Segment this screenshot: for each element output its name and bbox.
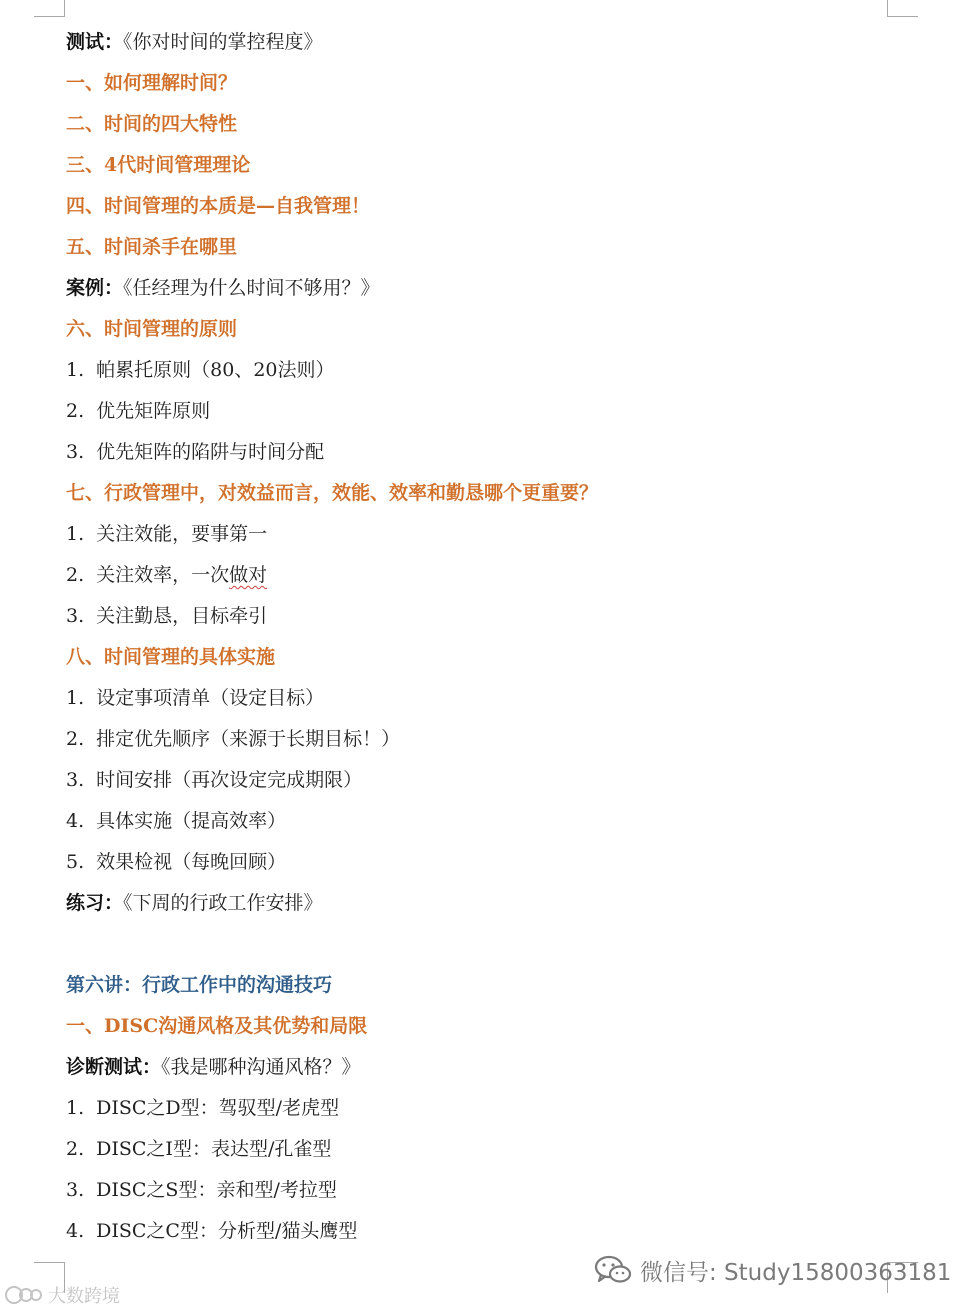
line-label: 案例： <box>66 277 124 299</box>
list-item <box>66 678 896 719</box>
list-item <box>66 596 896 637</box>
list-item-text: 优先矩阵的陷阱与时间分配 <box>96 441 325 463</box>
list-item-number: 4. <box>66 1220 85 1242</box>
labeled-line <box>66 883 896 924</box>
wechat-icon <box>594 1254 632 1286</box>
page-corner-mark-top-left <box>34 0 65 17</box>
line-label: 练习： <box>66 892 124 914</box>
labeled-line <box>66 1047 896 1088</box>
footer-watermark <box>4 1282 120 1308</box>
heading-line: 八、时间管理的具体实施 <box>66 646 276 668</box>
list-item-number: 3. <box>66 769 85 791</box>
heading-line: 三、4代时间管理理论 <box>66 154 251 176</box>
wechat-watermark <box>594 1252 951 1288</box>
list-item <box>66 801 896 842</box>
line-text: 《你对时间的掌控程度》 <box>123 31 323 53</box>
section-title: 第六讲：行政工作中的沟通技巧 <box>66 974 333 996</box>
list-item-number: 5. <box>66 851 85 873</box>
list-item-text: 帕累托原则（80、20法则） <box>96 359 335 381</box>
document-body <box>66 22 896 1252</box>
list-item-text: DISC之S型：亲和型/考拉型 <box>96 1179 337 1201</box>
list-item <box>66 555 896 596</box>
list-item-number: 3. <box>66 605 85 627</box>
heading-line: 六、时间管理的原则 <box>66 318 238 340</box>
list-item <box>66 1088 896 1129</box>
labeled-line <box>66 268 896 309</box>
list-item-text: DISC之I型：表达型/孔雀型 <box>96 1138 332 1160</box>
spellcheck-underlined-text: 做对 <box>229 564 268 586</box>
list-item <box>66 432 896 473</box>
list-item-number: 2. <box>66 728 85 750</box>
line-text: 《我是哪种沟通风格？》 <box>161 1056 361 1078</box>
list-item-text: DISC之C型：分析型/猫头鹰型 <box>96 1220 358 1242</box>
line-label: 诊断测试： <box>66 1056 162 1078</box>
watermark-logo-text: 大数跨境 <box>48 1286 120 1307</box>
heading-line: 二、时间的四大特性 <box>66 113 238 135</box>
list-item-text: 具体实施（提高效率） <box>96 810 287 832</box>
labeled-line <box>66 22 896 63</box>
brand-logo-icon <box>4 1284 44 1306</box>
heading-line: 一、DISC沟通风格及其优势和局限 <box>66 1015 368 1037</box>
list-item <box>66 842 896 883</box>
line-text: 《任经理为什么时间不够用？》 <box>123 277 380 299</box>
heading-line: 七、行政管理中，对效益而言，效能、效率和勤恳哪个更重要？ <box>66 482 599 504</box>
heading-line: 一、如何理解时间？ <box>66 72 238 94</box>
list-item-number: 1. <box>66 523 85 545</box>
list-item-text: 排定优先顺序（来源于长期目标！） <box>96 728 401 750</box>
list-item <box>66 350 896 391</box>
list-item-number: 1. <box>66 687 85 709</box>
list-item <box>66 1211 896 1252</box>
list-item-text: 关注效率，一次 <box>96 564 230 586</box>
list-item <box>66 1129 896 1170</box>
list-item-text: 优先矩阵原则 <box>96 400 211 422</box>
list-item <box>66 760 896 801</box>
list-item-text: 效果检视（每晚回顾） <box>96 851 287 873</box>
list-item-number: 2. <box>66 1138 85 1160</box>
blank-line <box>66 924 896 965</box>
list-item-number: 1. <box>66 359 85 381</box>
heading-line: 五、时间杀手在哪里 <box>66 236 238 258</box>
list-item <box>66 719 896 760</box>
list-item-text: 关注效能，要事第一 <box>96 523 268 545</box>
list-item <box>66 1170 896 1211</box>
page-corner-mark-top-right <box>887 0 918 17</box>
list-item-number: 2. <box>66 400 85 422</box>
list-item-number: 3. <box>66 1179 85 1201</box>
list-item-number: 4. <box>66 810 85 832</box>
list-item-text: DISC之D型：驾驭型/老虎型 <box>96 1097 340 1119</box>
list-item-text: 时间安排（再次设定完成期限） <box>96 769 363 791</box>
line-label: 测试： <box>66 31 124 53</box>
list-item-number: 3. <box>66 441 85 463</box>
wechat-id-text: 微信号: Study15800363181 <box>640 1259 952 1286</box>
heading-line: 四、时间管理的本质是—自我管理！ <box>66 195 371 217</box>
list-item-text: 关注勤恳，目标牵引 <box>96 605 268 627</box>
line-text: 《下周的行政工作安排》 <box>123 892 323 914</box>
list-item <box>66 391 896 432</box>
list-item-number: 1. <box>66 1097 85 1119</box>
list-item <box>66 514 896 555</box>
list-item-text: 设定事项清单（设定目标） <box>96 687 325 709</box>
list-item-number: 2. <box>66 564 85 586</box>
